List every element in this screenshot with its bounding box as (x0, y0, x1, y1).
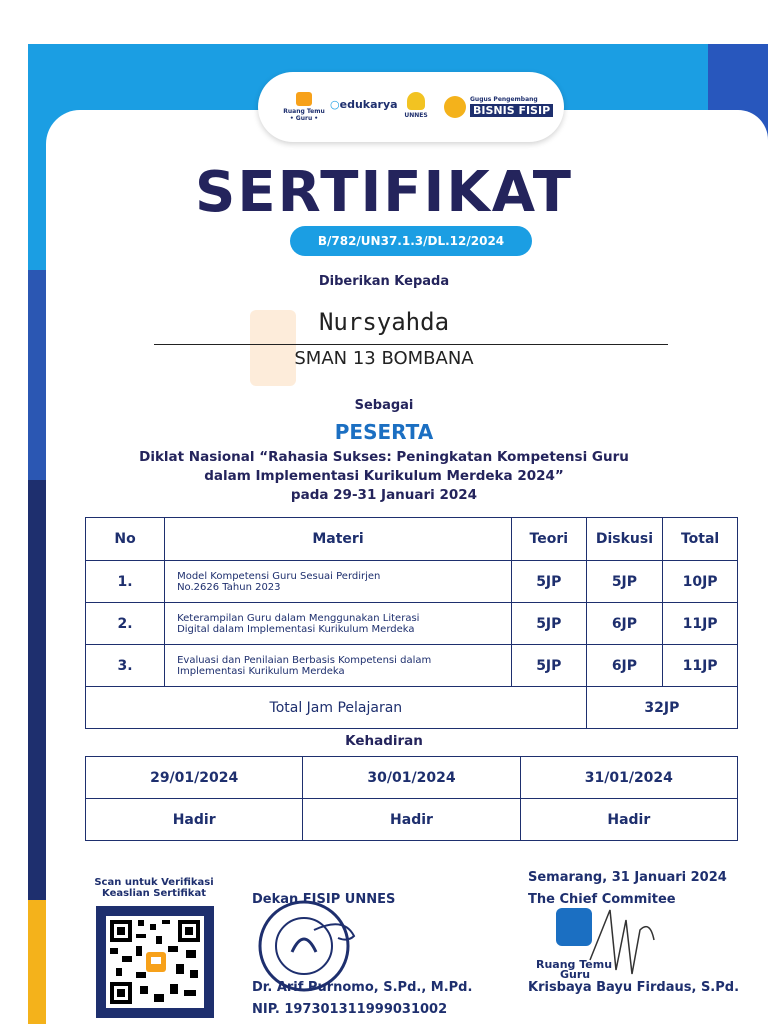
edukarya-logo: ○edukarya (330, 98, 398, 111)
materials-table (85, 517, 738, 729)
unnes-emblem-icon (407, 92, 425, 110)
fisip-emblem-icon (444, 96, 466, 118)
table-total-row (86, 687, 738, 729)
dean-nip: NIP. 197301311999031002 (252, 1002, 448, 1017)
given-to-label: Diberikan Kepada (318, 274, 450, 289)
ruang-temu-logo: Ruang Temu • Guru • (282, 92, 326, 122)
table-row: 1. Model Kompetensi Guru Sesuai Perdirjen No.2626 Tahun 2023 5JP 5JP 10JP (86, 561, 738, 603)
as-label: Sebagai (354, 398, 414, 413)
attendance-status: Hadir (303, 799, 520, 841)
total-value: 32JP (586, 687, 737, 729)
ruang-temu-stamp: Ruang Temu Guru (540, 908, 650, 978)
column-header: No (86, 518, 165, 561)
chief-name: Krisbaya Bayu Firdaus, S.Pd. (528, 980, 740, 995)
column-header: Diskusi (586, 518, 662, 561)
attendance-status: Hadir (86, 799, 303, 841)
signature-icon (580, 900, 660, 980)
place-date: Semarang, 31 Januari 2024 (528, 870, 727, 885)
unnes-logo: UNNES (400, 92, 432, 119)
name-underline (154, 344, 668, 345)
attendance-table (85, 756, 738, 841)
column-header: Total (663, 518, 738, 561)
certificate-title: SERTIFIKAT (195, 160, 573, 225)
certificate-number: B/782/UN37.1.3/DL.12/2024 (290, 226, 532, 256)
column-header: Materi (165, 518, 512, 561)
recipient-school: SMAN 13 BOMBANA (294, 348, 474, 369)
table-header-row (86, 518, 738, 561)
scan-label: Scan untuk Verifikasi Keaslian Sertifikat (94, 877, 214, 899)
chat-bubble-icon (296, 92, 312, 106)
attendance-title: Kehadiran (345, 733, 423, 749)
qr-code[interactable] (106, 916, 204, 1008)
total-label: Total Jam Pelajaran (86, 687, 587, 729)
participant-role: PESERTA (334, 420, 434, 444)
attendance-date-row (86, 757, 738, 799)
attendance-status-row (86, 799, 738, 841)
attendance-date: 31/01/2024 (520, 757, 737, 799)
attendance-date: 29/01/2024 (86, 757, 303, 799)
top-margin (0, 0, 768, 44)
dean-title: Dekan FISIP UNNES (252, 892, 396, 907)
recipient-name: Nursyahda (318, 308, 450, 336)
table-row: 3. Evaluasi dan Penilaian Berbasis Kompetensi dalam Implementasi Kurikulum Merdeka 5JP 6JP 11JP (86, 645, 738, 687)
dean-name: Dr. Arif Purnomo, S.Pd., M.Pd. (252, 980, 473, 995)
table-row: 2. Keterampilan Guru dalam Menggunakan Literasi Digital dalam Implementasi Kurikulum Merdeka 5JP 6JP 11JP (86, 603, 738, 645)
qr-code-icon (106, 916, 204, 1008)
attendance-date: 30/01/2024 (303, 757, 520, 799)
attendance-status: Hadir (520, 799, 737, 841)
column-header: Teori (511, 518, 586, 561)
committee-title: The Chief Commitee (528, 892, 676, 907)
event-description: Diklat Nasional “Rahasia Sukses: Peningkatan Kompetensi Guru dalam Implementasi Kurikulum Merdeka 2024” pada 29-31 Januari 2024 (139, 449, 629, 503)
